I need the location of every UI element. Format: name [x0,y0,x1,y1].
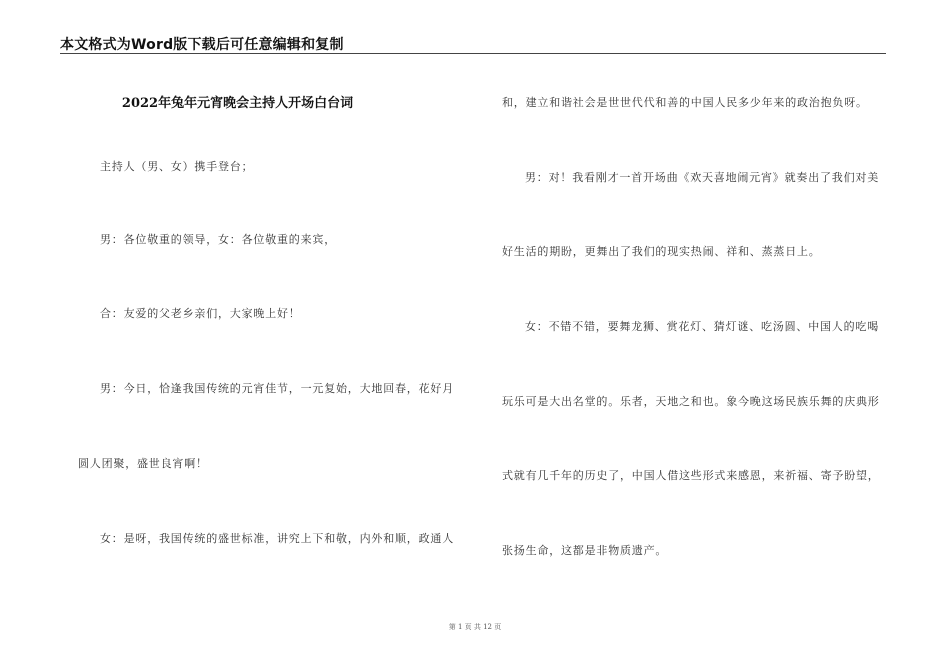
right-paragraph-2-cont: 好生活的期盼，更舞出了我们的现实热闹、祥和、蒸蒸日上。 [502,245,821,258]
page-number-footer: 第 1 页 共 12 页 [448,623,502,631]
header-divider [60,53,886,54]
left-paragraph-4-cont: 圆人团聚，盛世良宵啊！ [78,457,208,470]
left-paragraph-2: 男：各位敬重的领导，女：各位敬重的来宾， [100,233,336,246]
left-paragraph-4: 男：今日，恰逢我国传统的元宵佳节，一元复始，大地回春，花好月 [100,382,454,395]
right-paragraph-3-cont3: 张扬生命，这都是非物质遗产。 [502,544,668,557]
left-paragraph-5: 女：是呀，我国传统的盛世标准，讲究上下和敬，内外和顺，政通人 [100,532,454,545]
right-paragraph-3-cont2: 式就有几千年的历史了，中国人借这些形式来感恩，来祈福、寄予盼望， [502,469,880,482]
left-paragraph-3: 合：友爱的父老乡亲们，大家晚上好！ [100,307,301,320]
right-paragraph-1: 和，建立和谐社会是世世代代和善的中国人民多少年来的政治抱负呀。 [502,96,868,109]
document-header: 本文格式为Word版下载后可任意编辑和复制 [60,37,344,53]
document-title: 2022年兔年元宵晚会主持人开场白台词 [121,96,354,111]
right-paragraph-3: 女：不错不错，要舞龙狮、赏花灯、猜灯谜、吃汤圆、中国人的吃喝 [525,320,879,333]
right-paragraph-3-cont: 玩乐可是大出名堂的。乐者，天地之和也。象今晚这场民族乐舞的庆典形 [502,395,880,408]
right-paragraph-2: 男：对！我看刚才一首开场曲《欢天喜地闹元宵》就奏出了我们对美 [525,171,879,184]
left-paragraph-1: 主持人（男、女）携手登台； [100,160,254,173]
